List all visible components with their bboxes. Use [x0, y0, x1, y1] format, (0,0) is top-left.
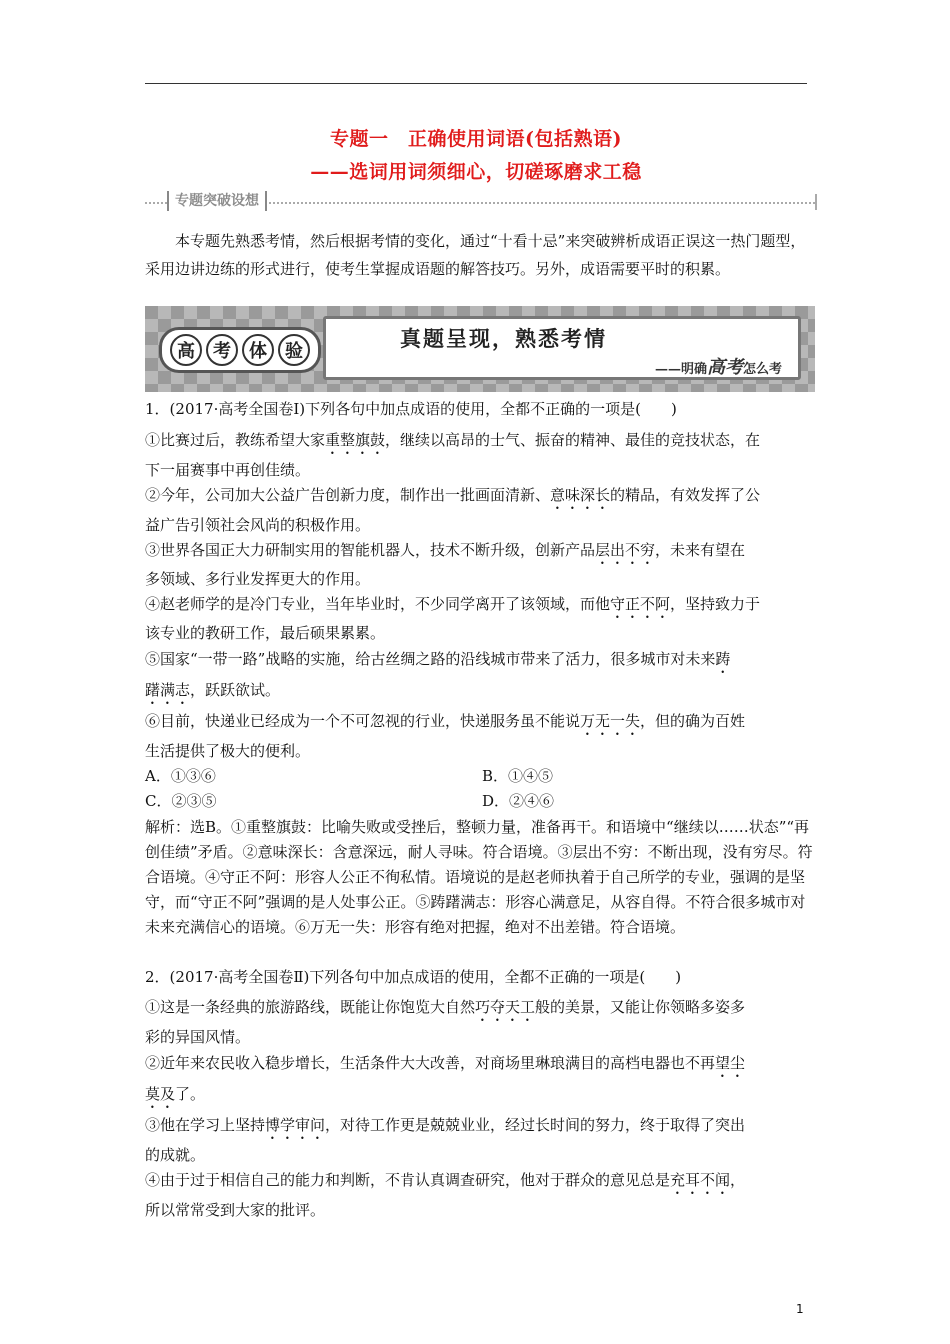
q2-sentence-4: [145, 1169, 815, 1198]
q1-option-a: A．①③⑥: [145, 767, 216, 785]
q1-sentence-5-cont: [145, 679, 815, 708]
banner-sub-emph: 高考: [706, 357, 743, 378]
text: ，: [730, 1171, 746, 1189]
text: ①这是一条经典的旅游路线，既能让你饱览大自然: [145, 998, 476, 1016]
text: ，坚持致力于: [670, 595, 761, 613]
pill-char: 高: [170, 334, 202, 366]
text: ⑥目前，快递业已经成为一个不可忽视的行业，快递服务虽不能说: [145, 712, 581, 730]
top-rule: [145, 83, 807, 84]
idiom-dotted: 意味深长: [550, 486, 611, 504]
q2-sentence-1: [145, 996, 815, 1025]
idiom-dotted: 巧夺天工: [475, 998, 536, 1016]
page-number: 1: [796, 1302, 804, 1316]
q2-sentence-2-cont: [145, 1083, 815, 1112]
q1-sentence-5: [145, 648, 815, 677]
q1-sentence-2: [145, 484, 815, 513]
banner-pill: [159, 327, 321, 373]
q1-sentence-4: [145, 593, 815, 622]
q2-sentence-3-cont: 的成就。: [145, 1146, 206, 1164]
q1-sentence-3: [145, 539, 815, 568]
text: ①比赛过后，教练希望大家: [145, 431, 326, 449]
pill-char: 体: [242, 334, 274, 366]
pill-char: 考: [206, 334, 238, 366]
text: ，继续以高昂的士气、振奋的精神、最佳的竞技状态，在: [385, 431, 761, 449]
text: ④赵老师学的是冷门专业，当年毕业时，不少同学离开了该领域，而他: [145, 595, 611, 613]
text: ，但的确为百姓: [640, 712, 746, 730]
banner-sub-prefix: ——明确: [654, 362, 707, 377]
section-header: [145, 188, 815, 218]
q1-sentence-2-cont: 益广告引领社会风尚的积极作用。: [145, 516, 371, 534]
banner-subline: [655, 353, 782, 379]
q1-sentence-3-cont: 多领域、多行业发挥更大的作用。: [145, 570, 371, 588]
idiom-dotted: 博学审问: [265, 1116, 326, 1134]
exam-banner: [145, 306, 815, 392]
section-label: 专题突破设想: [167, 191, 267, 211]
q1-analysis: 解析：选B。①重整旗鼓：比喻失败或受挫后，整顿力量，准备再干。和语境中“继续以……状态”“再创佳绩”矛盾。②意味深长：含意深远，耐人寻味。符合语境。③层出不穷：不断出现，没有穷尽。符合语境。④守正不阿：形容人公正不徇私情。语境说的是赵老师执着于自己所学的专业，强调的是坚守，而“守正不阿”强调的是人处事公正。⑤踌躇满志：形容心满意足，从容自得。不符合很多城市对未来充满信心的语境。⑥万无一失：形容有绝对把握，绝对不出差错。符合语境。: [145, 818, 813, 936]
q1-option-c: C．②③⑤: [145, 792, 217, 810]
banner-sub-suffix: 怎么考: [742, 362, 782, 377]
q2-sentence-4-cont: 所以常常受到大家的批评。: [145, 1201, 326, 1219]
q1-sentence-6: [145, 710, 815, 739]
text: ⑤国家“一带一路”战略的实施，给古丝绸之路的沿线城市带来了活力，很多城市对未来: [145, 650, 716, 668]
idiom-dotted: 守正不阿: [610, 595, 671, 613]
q1-sentence-6-cont: 生活提供了极大的便利。: [145, 742, 311, 760]
text: ③他在学习上坚持: [145, 1116, 266, 1134]
text: ②今年，公司加大公益广告创新力度，制作出一批画面清新、: [145, 486, 551, 504]
text: ，对待工作更是兢兢业业，经过长时间的努力，终于取得了突出: [325, 1116, 746, 1134]
question-2-stem: 2．(2017·高考全国卷Ⅱ)下列各句中加点成语的使用，全都不正确的一项是( ): [145, 968, 682, 986]
q1-option-d: D．②④⑥: [482, 792, 555, 810]
section-end-mark: [815, 194, 817, 210]
idiom-dotted: 重整旗鼓: [325, 431, 386, 449]
idiom-dotted: 莫及: [145, 1085, 176, 1103]
text: ④由于过于相信自己的能力和判断，不肯认真调查研究，他对于群众的意见总是: [145, 1171, 671, 1189]
q1-sentence-4-cont: 该专业的教研工作，最后硕果累累。: [145, 624, 386, 642]
page-title: 专题一 正确使用词语(包括熟语): [330, 128, 622, 150]
text: 了。: [175, 1085, 206, 1103]
q2-sentence-1-cont: 彩的异国风情。: [145, 1028, 251, 1046]
idiom-dotted: 充耳不闻: [670, 1171, 731, 1189]
pill-char: 验: [278, 334, 310, 366]
idiom-dotted: 望尘: [715, 1054, 746, 1072]
question-1-stem: 1．(2017·高考全国卷Ⅰ)下列各句中加点成语的使用，全都不正确的一项是( ): [145, 400, 677, 418]
text: ，跃跃欲试。: [190, 681, 281, 699]
q2-sentence-2: [145, 1052, 815, 1081]
text: 般的美景，又能让你领略多姿多: [535, 998, 746, 1016]
text: ②近年来农民收入稳步增长，生活条件大大改善，对商场里琳琅满目的高档电器也不再: [145, 1054, 716, 1072]
idiom-dotted: 万无一失: [580, 712, 641, 730]
idiom-dotted: 层出不穷: [595, 541, 656, 559]
page-subtitle: ——选词用词须细心，切磋琢磨求工稳: [310, 161, 642, 183]
intro-paragraph: 本专题先熟悉考情，然后根据考情的变化，通过“十看十忌”来突破辨析成语正误这一热门题型，采用边讲边练的形式进行，使考生掌握成语题的解答技巧。另外，成语需要平时的积累。: [145, 232, 806, 278]
q2-sentence-3: [145, 1114, 815, 1143]
idiom-dotted: 踌: [715, 650, 731, 668]
q1-sentence-1: [145, 429, 815, 458]
banner-headline: 真题呈现，熟悉考情: [400, 326, 607, 351]
text: ③世界各国正大力研制实用的智能机器人，技术不断升级，创新产品: [145, 541, 596, 559]
q1-option-b: B．①④⑤: [482, 767, 554, 785]
q1-sentence-1-cont: 下一届赛事中再创佳绩。: [145, 461, 311, 479]
text: ，未来有望在: [655, 541, 746, 559]
text: 的精品，有效发挥了公: [610, 486, 761, 504]
idiom-dotted: 躇满志: [145, 681, 191, 699]
banner-box: [323, 316, 801, 380]
